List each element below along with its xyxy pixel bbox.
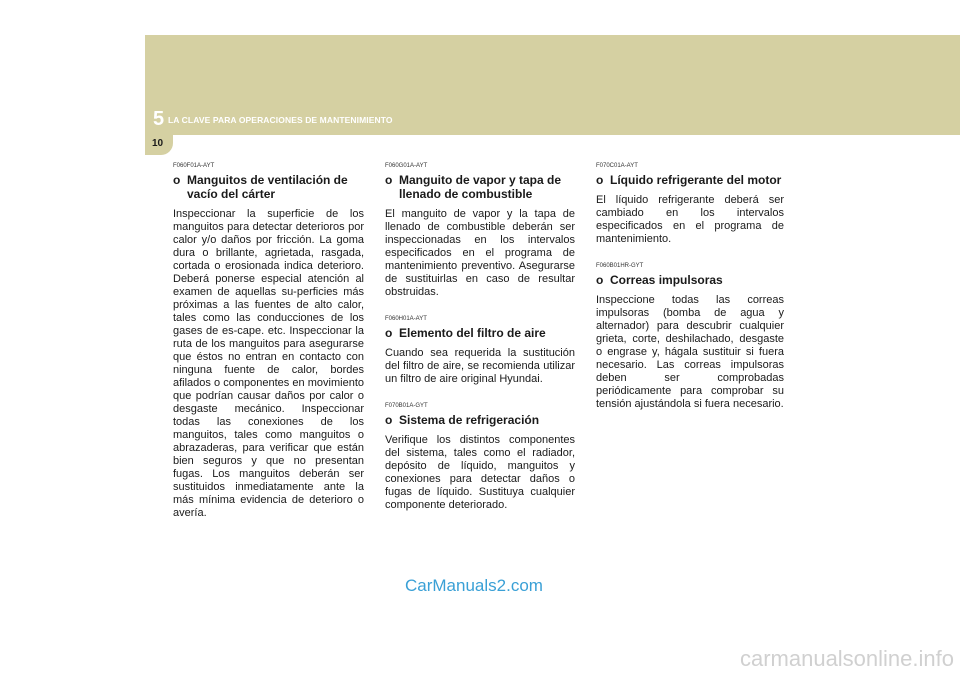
section-body: Verifique los distintos componentes del sistema, tales como el radiador, depósito de líquido, manguitos y conexiones para detectar daños o fugas de líquido. Sustituya cualquier componente deteriorado.: [385, 434, 575, 511]
section-heading-text: Líquido refrigerante del motor: [610, 173, 782, 187]
column-1: [173, 163, 364, 537]
section-heading: [596, 273, 784, 287]
bullet-marker: o: [385, 173, 393, 187]
section-heading: [173, 173, 364, 201]
section-code: F060H01A-AYT: [385, 316, 427, 322]
section-heading-text: Manguitos de ventilación de vacío del cárter: [187, 173, 348, 201]
section-engine-coolant: [596, 163, 784, 246]
column-2: [385, 163, 575, 529]
section-heading: [385, 326, 575, 340]
chapter-title: LA CLAVE PARA OPERACIONES DE MANTENIMIENTO: [168, 115, 393, 125]
section-code: F060B01HR-GYT: [596, 263, 644, 269]
section-heading-text: Sistema de refrigeración: [399, 413, 540, 427]
bullet-marker: o: [596, 173, 604, 187]
section-vapor-hose-fuel-cap: [385, 163, 575, 299]
watermark-link[interactable]: CarManuals2.com: [405, 576, 543, 595]
section-body: Inspeccionar la superficie de los manguitos para detectar deterioros por calor y/o daños por fricción. La goma dura o brillante, agrietada, rasgada, cortada o erosionada indica deterioro. Deberá ponerse especial atención al examen de aquellas su-perficies más próximas a las fuentes de alto calor, tales como las conducciones de los gases de es-cape. etc. Inspeccionar la ruta de los manguitos para asegurarse que éstos no entran en contacto con ninguna fuente de calor, bordes afilados o componentes en movimiento que podrían causar daños por calor o desgaste mecánico. Inspeccionar todas las conexiones de los manguitos, tales como manguitos o abrazaderas, para verificar que están bien seguros y que no presentan fugas. Los manguitos deberán ser sustituidos inmediatamente ante la más mínima evidencia de deterioro o avería.: [173, 208, 364, 519]
section-code: F060F01A-AYT: [173, 163, 215, 169]
section-heading-text: Elemento del filtro de aire: [399, 326, 546, 340]
section-air-filter: [385, 316, 575, 386]
bullet-marker: o: [385, 326, 393, 340]
chapter-number: 5: [153, 108, 165, 130]
section-heading-text: Manguito de vapor y tapa de llenado de combustible: [399, 173, 562, 201]
section-drive-belts: [596, 263, 784, 411]
section-heading: [596, 173, 784, 187]
section-code: F060G01A-AYT: [385, 163, 428, 169]
column-3: [596, 163, 784, 428]
section-body: El líquido refrigerante deberá ser cambiado en los intervalos especificados en el programa de mantenimiento.: [596, 194, 784, 245]
section-heading-text: Correas impulsoras: [610, 273, 723, 287]
section-body: Inspeccione todas las correas impulsoras (bomba de agua y alternador) para descubrir cualquier grieta, corte, deshilachado, desgaste o engrase y, hágala sustituir si fuera necesario. Las correas impulsoras deben ser comprobadas periódicamente para comprobar su tensión ajustándola si fuera necesario.: [596, 294, 784, 410]
section-body: El manguito de vapor y la tapa de llenado de combustible deberán ser inspeccionadas en los intervalos especificados en el programa de mantenimiento preventivo. Asegurarse de sustituirlas en caso de resultar obstruidas.: [385, 208, 575, 298]
section-heading: [385, 173, 575, 201]
section-crankcase-vent-hoses: [173, 163, 364, 520]
bullet-marker: o: [596, 273, 604, 287]
section-heading: [385, 413, 575, 427]
bullet-marker: o: [385, 413, 393, 427]
section-cooling-system: [385, 403, 575, 512]
section-code: F070C01A-AYT: [596, 163, 638, 169]
bullet-marker: o: [173, 173, 181, 187]
section-code: F070B01A-GYT: [385, 403, 428, 409]
section-body: Cuando sea requerida la sustitución del filtro de aire, se recomienda utilizar un filtro de aire original Hyundai.: [385, 347, 575, 385]
page-number: 10: [152, 138, 164, 149]
footer-watermark: carmanualsonline.info: [739, 646, 954, 671]
